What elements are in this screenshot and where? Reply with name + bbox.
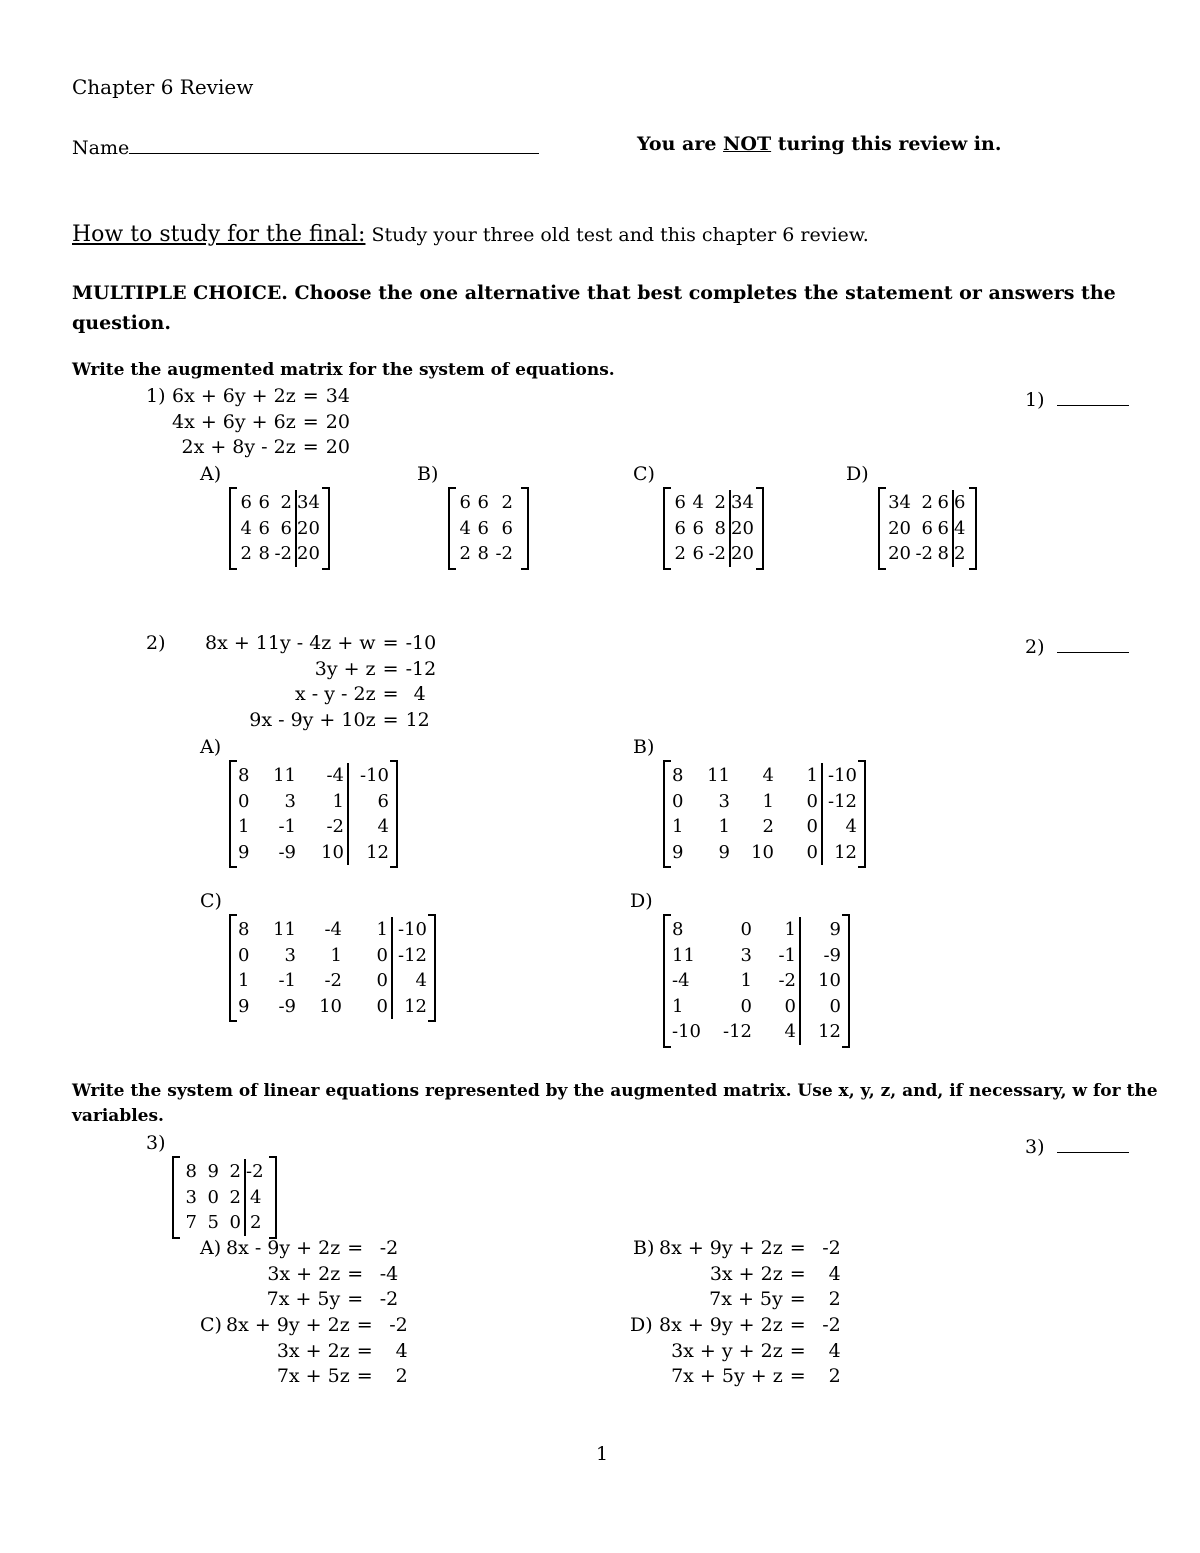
equation-row: 2x + 8y - 2z = 20 (181, 436, 350, 458)
equation-row: 6x + 6y + 2z = 34 (172, 385, 350, 407)
notice-post: turing this review in. (771, 133, 1002, 155)
page-number: 1 (596, 1443, 609, 1465)
q2-choice-a-label: A) (200, 736, 222, 758)
equation-row: 3x + y + 2z = 4 (671, 1339, 841, 1362)
q2-choice-b-matrix[interactable]: 8 11 4 1 -10 0 3 1 0 -12 1 1 2 0 4 9 9 10 0 12 (663, 760, 866, 868)
q3-choice-b-equations[interactable] (659, 1236, 841, 1313)
q1-choice-b-label: B) (417, 463, 439, 485)
q3-choice-d-label: D) (630, 1314, 653, 1336)
equation-row: 3x + 2z = -4 (267, 1262, 399, 1285)
q2-choice-d-matrix[interactable]: 8 0 1 9 11 3 -1 -9 -4 1 -2 10 1 0 0 0 -10 -12 4 12 (663, 914, 850, 1048)
q3-answer (1025, 1132, 1129, 1158)
q1-choice-b-matrix[interactable]: 6 6 2 4 6 6 2 8 -2 (448, 487, 529, 570)
q3-choice-a-equations[interactable] (226, 1236, 398, 1313)
q3-choice-c-equations[interactable] (226, 1313, 408, 1390)
q2-answer-blank[interactable] (1057, 632, 1129, 653)
q3-choice-c-label: C) (200, 1314, 222, 1336)
q2-choice-c-matrix[interactable]: 8 11 -4 1 -10 0 3 1 0 -12 1 -1 -2 0 4 9 -9 10 0 12 (229, 914, 436, 1022)
q3-answer-blank[interactable] (1057, 1132, 1129, 1153)
q2-choice-c-label: C) (200, 890, 222, 912)
q3-answer-label: 3) (1025, 1136, 1045, 1158)
notice (637, 133, 1001, 155)
q1-choice-a-label: A) (200, 463, 222, 485)
equation-row: 8x + 9y + 2z = -2 (659, 1314, 841, 1336)
study-line (72, 222, 869, 247)
equation-row: 4x + 6y + 6z = 20 (172, 410, 350, 433)
q2-number: 2) (146, 632, 166, 654)
instruction-system-line2: variables. (72, 1106, 164, 1126)
q3-choice-a-label: A) (200, 1237, 222, 1259)
notice-pre: You are (637, 133, 724, 155)
q1-answer-blank[interactable] (1057, 385, 1129, 406)
equation-row: 7x + 5z = 2 (276, 1365, 408, 1387)
page-title: Chapter 6 Review (72, 75, 254, 99)
name-blank[interactable] (129, 133, 539, 154)
equation-row: 8x - 9y + 2z = -2 (226, 1237, 399, 1259)
q1-answer (1025, 385, 1129, 411)
mc-instruction-line2: question. (72, 312, 171, 334)
name-field (72, 133, 539, 159)
q1-answer-label: 1) (1025, 389, 1045, 411)
q3-matrix: 8 9 2 -2 3 0 2 4 7 5 0 2 (172, 1156, 277, 1239)
study-heading: How to study for the final: (72, 222, 366, 247)
q1-choice-c-label: C) (633, 463, 655, 485)
instruction-augmented: Write the augmented matrix for the system of equations. (72, 360, 615, 380)
equation-row: 3x + 2z = 4 (709, 1262, 841, 1285)
q2-equations (205, 631, 436, 733)
equation-row: 7x + 5y = 2 (709, 1288, 841, 1310)
q3-choice-d-equations[interactable] (659, 1313, 841, 1390)
q2-choice-b-label: B) (633, 736, 655, 758)
q3-choice-b-label: B) (633, 1237, 655, 1259)
q1-choice-a-matrix[interactable]: 6 6 2 34 4 6 6 20 2 8 -2 20 (229, 487, 330, 570)
equation-row: 3x + 2z = 4 (276, 1339, 408, 1362)
instruction-system-line1: Write the system of linear equations represented by the augmented matrix. Use x, y, z, and, if necessary, w for the (72, 1081, 1158, 1101)
equation-row: 9x - 9y + 10z = 12 (249, 708, 430, 731)
q2-answer-label: 2) (1025, 636, 1045, 658)
equation-row: 7x + 5y + z = 2 (671, 1365, 841, 1387)
equation-row: 8x + 9y + 2z = -2 (226, 1314, 408, 1336)
name-label: Name (72, 137, 130, 159)
q1-choice-c-matrix[interactable]: 6 4 2 34 6 6 8 20 2 6 -2 20 (663, 487, 764, 570)
equation-row: 8x + 9y + 2z = -2 (659, 1237, 841, 1259)
q2-choice-a-matrix[interactable]: 8 11 -4 -10 0 3 1 6 1 -1 -2 4 9 -9 10 12 (229, 760, 398, 868)
q1-choice-d-matrix[interactable]: 34 2 6 6 20 6 6 4 20 -2 8 2 (878, 487, 977, 570)
equation-row: x - y - 2z = 4 (295, 683, 426, 705)
q2-choice-d-label: D) (630, 890, 653, 912)
equation-row: 8x + 11y - 4z + w = -10 (205, 632, 437, 654)
q1-equations (172, 384, 350, 461)
study-text: Study your three old test and this chapter 6 review. (365, 224, 869, 246)
q2-answer (1025, 632, 1129, 658)
equation-row: 7x + 5y = -2 (266, 1288, 399, 1310)
equation-row: 3y + z = -12 (314, 657, 437, 680)
q1-choice-d-label: D) (846, 463, 869, 485)
mc-instruction-line1: MULTIPLE CHOICE. Choose the one alternative that best completes the statement or answers the (72, 282, 1116, 304)
q3-number: 3) (146, 1132, 166, 1154)
q1-number: 1) (146, 385, 166, 407)
notice-not: NOT (723, 133, 772, 155)
